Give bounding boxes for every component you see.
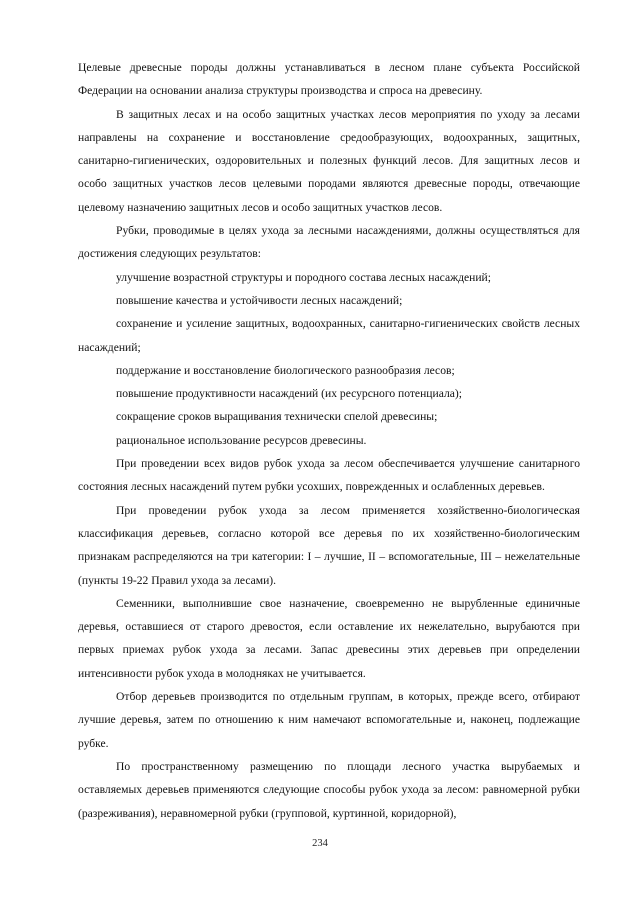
list-item: повышение продуктивности насаждений (их ресурсного потенциала); xyxy=(116,387,462,401)
list-item: сокращение сроков выращивания технически спелой древесины; xyxy=(116,410,438,424)
list-item: рациональное использование ресурсов древесины. xyxy=(116,433,367,447)
paragraph: По пространственному размещению по площади лесного участка вырубаемых и оставляемых деревьев применяются следующие способы рубок ухода за лесом: равномерной рубки (разреживания), неравномерной рубки (групповой, куртинной, коридорной), xyxy=(78,759,580,820)
paragraph: Рубки, проводимые в целях ухода за лесными насаждениями, должны осуществляться для достижения следующих результатов: xyxy=(78,224,580,261)
list-item: сохранение и усиление защитных, водоохранных, санитарно-гигиенических свойств лесных насаждений; xyxy=(78,317,580,354)
paragraph: Отбор деревьев производится по отдельным группам, в которых, прежде всего, отбирают лучшие деревья, затем по отношению к ним намечают вспомогательные и, наконец, подлежащие рубке. xyxy=(78,690,580,750)
paragraph: При проведении рубок ухода за лесом применяется хозяйственно-биологическая классификация деревьев, согласно которой все деревья по их хозяйственно-биологическим признакам распределяются на три категории: I – лучшие, II – вспомогательные, III – нежелательные (пункты 19-22 Правил ухода за лесами). xyxy=(78,503,580,587)
paragraph: В защитных лесах и на особо защитных участках лесов мероприятия по уходу за лесами направлены на сохранение и восстановление средообразующих, водоохранных, защитных, санитарно-гигиенических, оздоровительных и полезных функций лесов. Для защитных лесов и особо защитных участков лесов целевыми породами являются древесные породы, отвечающие целевому назначению защитных лесов и особо защитных участков лесов. xyxy=(78,107,580,214)
page-number: 234 xyxy=(312,838,328,849)
paragraph: При проведении всех видов рубок ухода за лесом обеспечивается улучшение санитарного состояния лесных насаждений путем рубки усохших, поврежденных и ослабленных деревьев. xyxy=(78,457,580,494)
list-item: улучшение возрастной структуры и породного состава лесных насаждений; xyxy=(116,270,491,284)
body-text xyxy=(78,56,580,825)
list-item: повышение качества и устойчивости лесных насаждений; xyxy=(116,293,403,307)
list-item: поддержание и восстановление биологического разнообразия лесов; xyxy=(116,363,455,377)
paragraph: Семенники, выполнившие свое назначение, своевременно не вырубленные единичные деревья, оставшиеся от старого древостоя, если оставление их нежелательно, вырубаются при первых приемах рубок ухода за лесами. Запас древесины этих деревьев при определении интенсивности рубок ухода в молодняках не учитывается. xyxy=(78,596,580,680)
paragraph: Целевые древесные породы должны устанавливаться в лесном плане субъекта Российской Федерации на основании анализа структуры производства и спроса на древесину. xyxy=(78,61,580,98)
